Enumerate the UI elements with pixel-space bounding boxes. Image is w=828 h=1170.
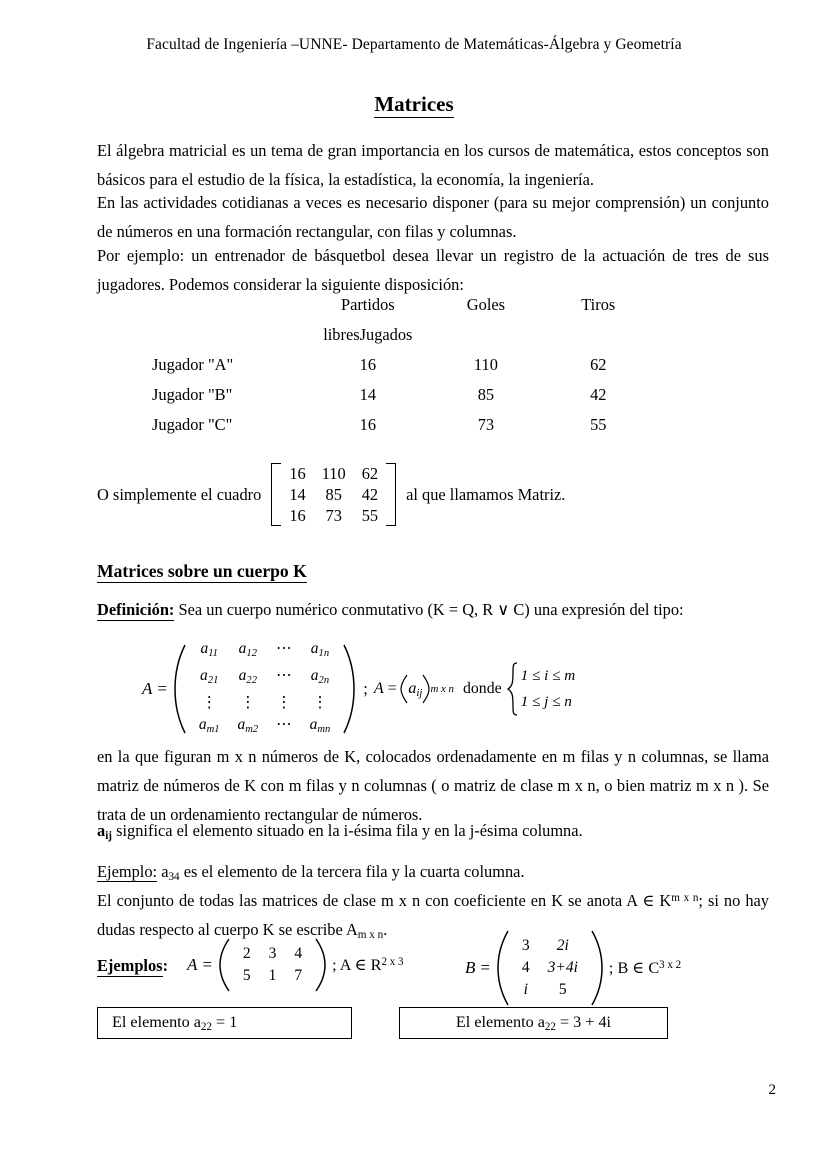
callout-right-text: El elemento a [455,1012,545,1031]
compact-equals: = [386,680,398,698]
ejemplos-label-text: Ejemplos [97,956,163,975]
matrix-row [234,965,311,987]
matrix-cell: 73 [325,506,342,525]
callout-element-a22-left [97,1007,352,1039]
table-row [152,385,652,415]
matrix-row [281,484,386,505]
cell-partidos: 16 [359,415,377,434]
paragraph-text: Por ejemplo: un entrenador de básquetbol desea llevar un registro de la actuación de tres de sus jugadores. Podemos considerar la siguiente disposición: [97,246,769,294]
matrix-cell: 3+4i [547,959,578,976]
page-title-text: Matrices [374,92,454,116]
cell-tiros: 62 [590,355,607,374]
table-header-goles: Goles [466,295,506,314]
matrix-cell: 2 [242,945,251,962]
ejemplos-label [97,956,168,976]
matrix-cell: $a_{m2}$ [237,715,259,735]
page-title [0,92,828,117]
callout-left-text: El elemento a [112,1012,201,1031]
donde-label: donde [463,680,502,698]
paren-left-icon [495,930,509,1006]
matrix-row [190,638,339,665]
cuadro-sentence [97,463,769,526]
running-head: Facultad de Ingeniería –UNNE- Departamento de Matemáticas-Álgebra y Geometría [146,36,682,53]
matrix-cell: ⋮ [240,693,256,711]
matrix-cell: $a_{11}$ [200,640,218,659]
matrix-b-name: B [465,958,476,977]
matrix-row [190,714,339,741]
paren-left-icon [217,938,230,992]
matrix-b-body [495,930,605,1006]
matrix-b-belongs: ; B ∈ C [608,959,660,977]
aij-symbol: $a_{ij}$ [97,821,113,843]
matrix-cell: 110 [321,464,346,483]
compact-notation [374,674,454,704]
matrix-cell: 2i [556,937,569,954]
compact-label: A [373,680,384,698]
callout-left-sub: 22 [201,1021,212,1034]
matrix-b-dimension: 3 x 2 [659,959,682,972]
aij-text: significa el elemento situado en la i-ésima fila y en la j-ésima columna. [112,821,583,840]
matrix-row [513,979,587,1001]
matrix-row [281,505,386,526]
ejemplo-symbol: $a_{34}$ [161,862,180,884]
conjunto-subscript: m x n [357,929,384,942]
cell-partidos: 14 [359,385,377,404]
example-matrix-a [187,938,403,992]
ejemplo-label: Ejemplo: [97,862,158,881]
section-heading [97,561,307,582]
matrix-cell: 55 [361,506,379,525]
conjunto-superscript: m x n [671,892,699,904]
callout-element-a22-right [399,1007,668,1039]
cell-partidos: 16 [359,355,377,374]
matrix-cell: $a_{21}$ [200,666,219,686]
equals-sign: = [479,958,491,977]
matrix-row [234,943,311,965]
paragraph-intro-2 [97,188,769,246]
cell-goles: 73 [477,415,495,434]
matrix-cell: i [523,981,528,998]
ejemplo-text: es el elemento de la tercera fila y la cuarta columna. [179,862,525,881]
page-number: 2 [768,1082,776,1098]
bracket-right-icon [386,463,396,526]
matrix-a-belongs: ; A ∈ R [332,956,382,974]
cell-goles: 110 [473,355,498,374]
callout-right-tail: = 3 + 4i [555,1012,612,1031]
callout-right-sub: 22 [544,1021,556,1034]
definicion-text: Sea un cuerpo numérico conmutativo (K = Q, R ∨ C) una expresión del tipo: [174,600,684,619]
matrix-row [281,463,386,484]
paren-left-icon [400,674,408,704]
matrix-a-dimension: 2 x 3 [381,956,404,969]
paragraph-text: El álgebra matricial es un tema de gran importancia en los cursos de matemática, estos conceptos son básicos para el estudio de la física, la estadística, la economía, la ingeniería. [97,141,769,189]
compact-base: $a_{ij}$ [408,679,423,699]
table-subheader-row [152,325,652,355]
paren-right-icon [422,674,430,704]
matrix-a-name: A [187,955,198,974]
cuadro-lead-text: O simplemente el cuadro [97,484,262,504]
callout-left-tail: = 1 [212,1012,238,1031]
cell-goles: 85 [477,385,495,404]
matrix-cell: 4 [521,959,530,976]
general-matrix [172,638,357,741]
matrix-cell: 62 [361,464,379,483]
paragraph-intro-1 [97,136,769,194]
paragraph-text: En las actividades cotidianas a veces es necesario disponer (para su mejor comprensión) un conjunto de números en una formación rectangular, con filas y columnas. [97,193,769,241]
matrix-cell: 4 [294,945,303,962]
player-stats-table [97,295,769,445]
matrix-cell: ⋮ [276,693,292,711]
matrix-cell: 16 [289,464,306,483]
paren-right-icon [591,930,605,1006]
matrix-a-body [217,938,328,992]
matrix-cell: $a_{m1}$ [198,715,220,735]
table-header-tiros: Tiros [581,295,616,314]
paren-right-icon [343,643,357,735]
table-row [152,355,652,385]
matrix-cell: 85 [325,485,342,504]
equals-sign: = [156,679,168,699]
cuadro-tail-text: al que llamamos Matriz. [406,484,566,504]
matrix-cell: ⋯ [276,640,292,657]
definicion-line [97,596,769,623]
ejemplos-colon: : [162,956,169,975]
matrix-row [190,665,339,692]
aij-definition-line [97,816,769,851]
paragraph-intro-3 [97,241,769,299]
matrix-a-label: A [142,679,153,699]
matrix-cell: 16 [289,506,306,525]
section-heading-text: Matrices sobre un cuerpo K [97,561,307,581]
conditions-group [507,662,576,716]
conjunto-text-2: ; si no hay dudas respecto al cuerpo K se escribe A [97,891,769,940]
matrix-cell: ⋯ [276,666,292,684]
equals-sign: = [201,955,213,974]
matrix-cell: 14 [289,485,306,504]
conjunto-text-3: . [383,920,388,940]
table-row [152,415,652,445]
table-subheader-libresjugados: libresJugados [323,325,413,344]
condition-i: 1 ≤ i ≤ m [520,667,576,685]
matrix-cell: $a_{12}$ [238,640,257,659]
cell-player: Jugador "C" [152,415,233,434]
paren-right-icon [315,938,328,992]
matrix-cell: 3 [521,937,530,954]
matrix-cell: ⋯ [276,715,292,733]
compact-size: m x n [430,683,454,696]
matrix-row [513,935,587,957]
numeric-matrix [271,463,396,526]
paragraph-text: en la que figuran m x n números de K, colocados ordenadamente en m filas y n columnas, se llama matriz de números de K con m filas y n columnas ( o matriz de clase m x n, o bien matriz m x n ). Se trata de un ordenamiento rectangular de números. [97,747,769,824]
matrix-cell: $a_{1n}$ [310,640,330,659]
matrix-cell: 7 [294,967,303,984]
definicion-label: Definición: [97,600,175,619]
matrix-row [190,692,339,714]
general-matrix-formula [97,638,814,741]
formula-separator: ; [363,679,368,699]
paren-left-icon [172,643,186,735]
table-header-row [152,295,652,325]
matrix-cell: 3 [268,945,277,962]
cell-tiros: 42 [590,385,607,404]
table-header-partidos: Partidos [340,295,395,314]
matrix-cell: 5 [242,967,251,984]
matrix-cell: $a_{mn}$ [309,715,331,735]
matrix-row [513,957,587,979]
example-matrix-b [465,930,681,1006]
condition-j: 1 ≤ j ≤ n [520,693,572,711]
cell-player: Jugador "B" [152,385,233,404]
matrix-cell: 5 [558,981,567,998]
matrix-cell: ⋮ [201,693,217,711]
table-header-blank [152,295,308,325]
cell-tiros: 55 [590,415,607,434]
conjunto-text-1: El conjunto de todas las matrices de clase m x n con coeficiente en K se anota A ∈ K [97,891,672,911]
matrix-cell: $a_{22}$ [238,666,257,686]
bracket-left-icon [271,463,281,526]
matrix-cell: $a_{2n}$ [310,666,330,686]
matrix-cell: ⋮ [312,693,328,711]
matrix-cell: 42 [361,485,379,504]
cell-player: Jugador "A" [152,355,234,374]
brace-left-icon [507,662,518,716]
matrix-cell: 1 [268,967,277,984]
